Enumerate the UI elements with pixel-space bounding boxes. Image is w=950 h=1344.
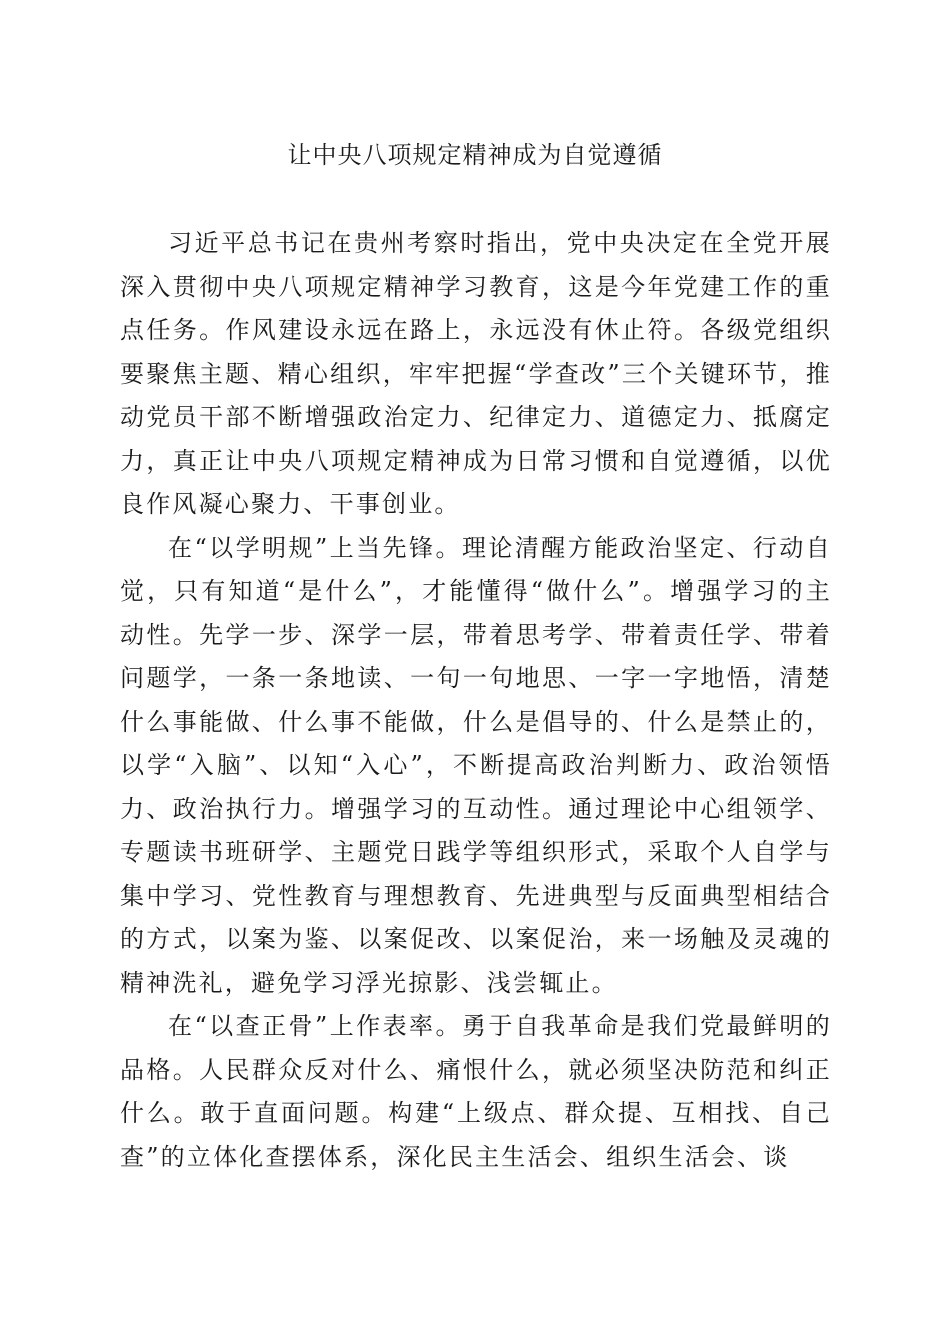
paragraph-inspect: 在“以查正骨”上作表率。勇于自我革命是我们党最鲜明的品格。人民群众反对什么、痛恨什么，就必须坚决防范和纠正什么。敢于直面问题。构建“上级点、群众提、互相找、自己查”的立体化查摆体系，深化民主生活会、组织生活会、谈 bbox=[120, 1012, 832, 1171]
document-title: 让中央八项规定精神成为自觉遵循 bbox=[287, 141, 663, 169]
paragraph-study: 在“以学明规”上当先锋。理论清醒方能政治坚定、行动自觉，只有知道“是什么”，才能懂得“做什么”。增强学习的主动性。先学一步、深学一层，带着思考学、带着责任学、带着问题学，一条一条地读、一句一句地思、一字一字地悟，清楚什么事能做、什么事不能做，什么是倡导的、什么是禁止的，以学“入脑”、以知“入心”，不断提高政治判断力、政治领悟力、政治执行力。增强学习的互动性。通过理论中心组领学、专题读书班研学、主题党日践学等组织形式，采取个人自学与集中学习、党性教育与理想教育、先进典型与反面典型相结合的方式，以案为鉴、以案促改、以案促治，来一场触及灵魂的精神洗礼，避免学习浮光掠影、浅尝辄止。 bbox=[120, 533, 832, 997]
document-body bbox=[120, 222, 832, 1179]
paragraph-intro: 习近平总书记在贵州考察时指出，党中央决定在全党开展深入贯彻中央八项规定精神学习教育，这是今年党建工作的重点任务。作风建设永远在路上，永远没有休止符。各级党组织要聚焦主题、精心组织，牢牢把握“学查改”三个关键环节，推动党员干部不断增强政治定力、纪律定力、道德定力、抵腐定力，真正让中央八项规定精神成为日常习惯和自觉遵循，以优良作风凝心聚力、干事创业。 bbox=[120, 229, 832, 518]
